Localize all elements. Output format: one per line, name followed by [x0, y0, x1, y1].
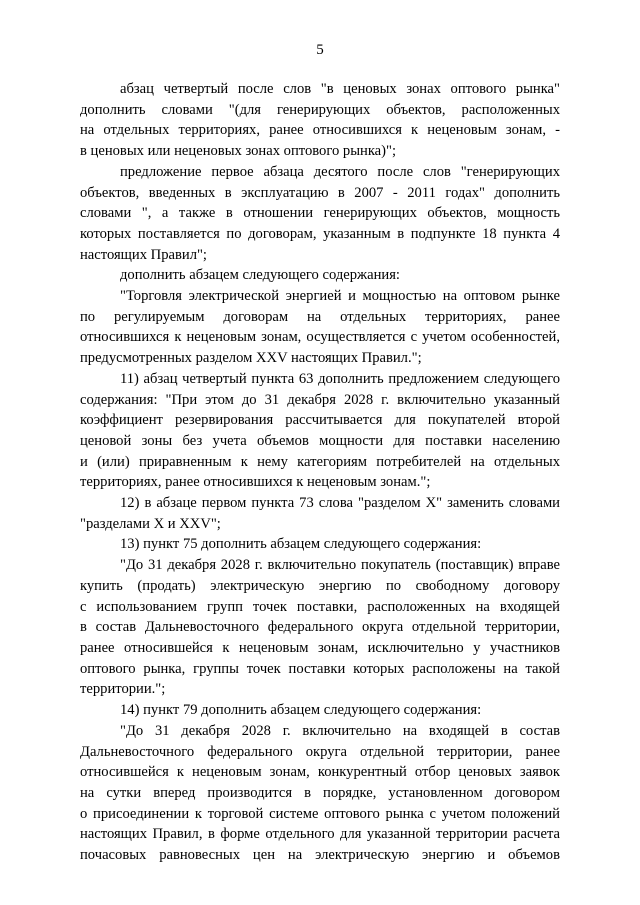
text-line: содержания: "При этом до 31 декабря 2028 г. включительно указанный — [80, 391, 560, 408]
text-line: которых поставляется по договорам, указанным в подпункте 18 пункта 4 — [80, 225, 560, 242]
paragraph — [80, 493, 560, 534]
text-line: настоящих Правил, в форме отдельного для указанной территории расчета — [80, 826, 560, 843]
text-line: и (или) приравненным к нему категориям потребителей на отдельных — [80, 453, 560, 470]
paragraph — [80, 369, 560, 493]
text-line: на сутки вперед производится в порядке, установленном договором — [80, 784, 560, 801]
text-line: коэффициент резервирования рассчитывается для покупателей второй — [80, 412, 560, 429]
text-line: ценовой зоны без учета объемов мощности для поставки населению — [80, 432, 560, 449]
text-line: 12) в абзаце первом пункта 73 слова "разделом X" заменить словами — [120, 495, 560, 512]
paragraph — [80, 286, 560, 369]
text-line: "Торговля электрической энергией и мощностью на оптовом рынке — [120, 288, 560, 305]
text-line: Дальневосточного федерального округа отдельной территории, ранее — [80, 743, 560, 760]
text-line: на отдельных территориях, ранее относившихся к неценовым зонам, - — [80, 122, 560, 139]
paragraph — [80, 79, 560, 162]
paragraph — [80, 721, 560, 866]
paragraph — [80, 555, 560, 700]
text-line: 14) пункт 79 дополнить абзацем следующего содержания: — [120, 702, 482, 719]
text-line: предложение первое абзаца десятого после слов "генерирующих — [120, 163, 560, 180]
text-line: оптового рынка, группы точек поставки которых расположены на такой — [80, 660, 560, 677]
text-line: предусмотренных разделом XXV настоящих Правил."; — [80, 350, 422, 367]
text-line: дополнить абзацем следующего содержания: — [120, 267, 400, 284]
text-line: территории."; — [80, 681, 166, 698]
text-line: в ценовых или неценовых зонах оптового рынка)"; — [80, 143, 397, 160]
text-line: в состав Дальневосточного федерального округа отдельной территории, — [80, 619, 560, 636]
text-line: объектов, введенных в эксплуатацию в 2007 - 2011 годах" дополнить — [80, 184, 560, 201]
text-line: по регулируемым договорам на отдельных территориях, ранее — [80, 308, 560, 325]
text-line: дополнить словами "(для генерирующих объектов, расположенных — [80, 101, 560, 118]
text-line: абзац четвертый после слов "в ценовых зонах оптового рынка" — [120, 81, 560, 97]
page-number: 5 — [316, 42, 324, 58]
text-line: почасовых равновесных цен на электрическую энергию и объемов — [80, 847, 560, 864]
document-body — [80, 79, 560, 866]
paragraph — [80, 700, 560, 721]
text-line: купить (продать) электрическую энергию по свободному договору — [80, 577, 560, 594]
text-line: "До 31 декабря 2028 г. включительно на входящей в состав — [120, 722, 560, 739]
text-line: "До 31 декабря 2028 г. включительно покупатель (поставщик) вправе — [120, 557, 560, 574]
text-line: 11) абзац четвертый пункта 63 дополнить предложением следующего — [120, 370, 560, 387]
text-line: настоящих Правил"; — [80, 246, 207, 263]
text-line: с использованием групп точек поставки, расположенных на входящей — [80, 598, 560, 615]
paragraph — [80, 534, 560, 555]
paragraph — [80, 265, 560, 286]
text-line: словами ", а также в отношении генерирующих объектов, мощность — [80, 205, 560, 222]
text-line: относившейся к неценовым зонам, конкурентный отбор ценовых заявок — [80, 764, 560, 781]
text-line: относившихся к неценовым зонам, осуществляется с учетом особенностей, — [80, 329, 560, 346]
text-line: территориях, ранее относившихся к неценовым зонам."; — [80, 474, 431, 491]
text-line: 13) пункт 75 дополнить абзацем следующего содержания: — [120, 536, 482, 553]
paragraph — [80, 162, 560, 266]
text-line: "разделами X и XXV"; — [80, 515, 221, 532]
text-line: о присоединении к торговой системе оптового рынка с учетом положений — [80, 805, 560, 822]
text-line: ранее относившейся к неценовым зонам, исключительно у участников — [80, 639, 560, 656]
